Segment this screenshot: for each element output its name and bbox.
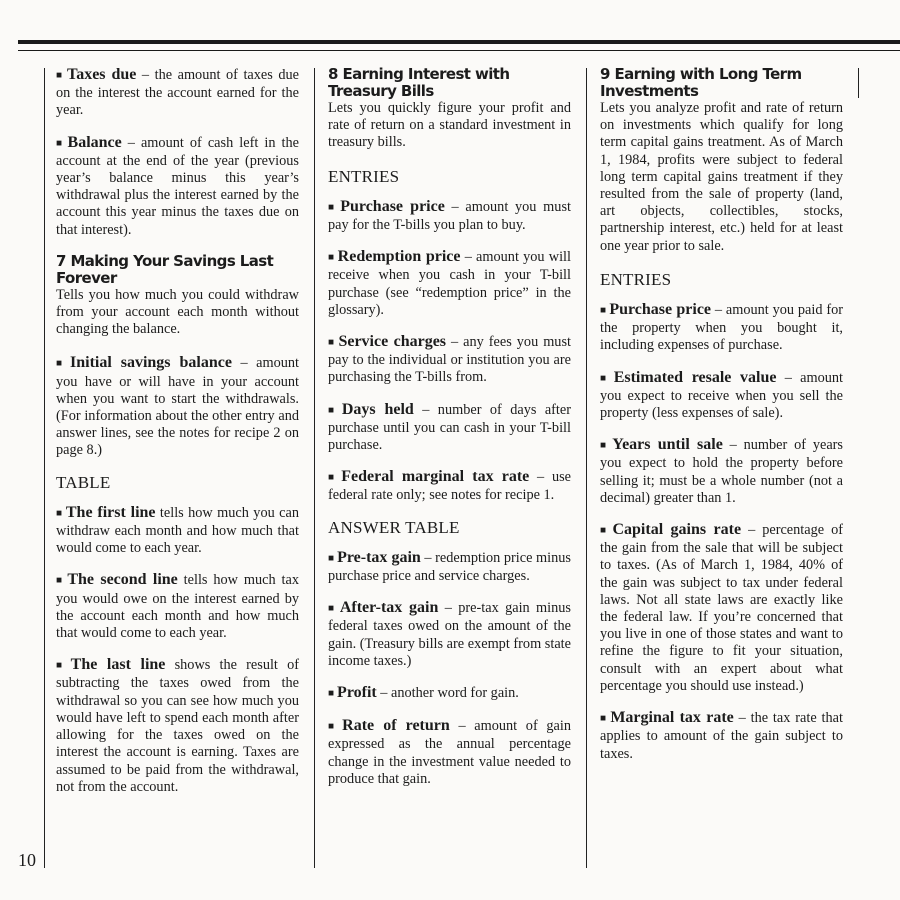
term-first-line: The first line xyxy=(65,503,156,521)
entry-pretax-gain: ■ Pre-tax gain – redemption price minus purchase price and service charges. xyxy=(328,548,571,585)
entry-last-line: ■ The last line shows the result of subtracting the taxes owed from the withdrawal so you can see how much you would have left to spend each month after allowing for the taxes owed on the interest the account is earning. Taxes are assumed to be paid from the withdrawal, not from the account. xyxy=(56,656,299,795)
column-divider-right xyxy=(858,68,859,98)
term-marginal-tax-rate: Marginal tax rate xyxy=(610,709,734,727)
entry-profit: ■ Profit – another word for gain. xyxy=(328,684,519,702)
section-8-title: 8 Earning Interest with Treasury Bills xyxy=(328,65,510,100)
entry-taxes-due: ■ Taxes due – the amount of taxes due on the interest the account earned for the year. xyxy=(56,66,299,119)
entry-second-line: ■ The second line tells how much tax you would owe on the interest earned by the account each month and how much that would come to each year. xyxy=(56,571,299,642)
term-purchase-price: Purchase price xyxy=(340,197,445,215)
column-divider-2 xyxy=(586,68,587,868)
column-divider-1 xyxy=(314,68,315,868)
term-purchase-price-2: Purchase price xyxy=(609,301,712,319)
term-federal-marginal: Federal marginal tax rate xyxy=(341,468,530,486)
term-initial-savings: Initial savings balance xyxy=(70,354,232,372)
column-2 xyxy=(328,66,571,802)
entry-years-until-sale: ■ Years until sale – number of years you expect to hold the property before selling it; must be a whole number (not a decimal) greater than 1. xyxy=(600,436,843,506)
top-rule-thick xyxy=(18,40,900,44)
column-1 xyxy=(56,66,299,810)
top-rule-thin xyxy=(18,50,900,51)
term-pretax-gain: Pre-tax gain xyxy=(337,548,421,566)
section-9-intro: Lets you analyze profit and rate of return on investments which qualify for long term capital gains treatment. As of March 1, 1984, profits were subject to federal long term capital gains treatment if they resulted from the sale of property (land, art objects, collectibles, stocks, partnership interest, etc.) held for at least one year prior to sale. xyxy=(600,100,843,254)
entry-service-charges: ■ Service charges – any fees you must pay to the individual or institution you are purchasing the T-bills from. xyxy=(328,333,571,386)
term-balance: Balance xyxy=(67,133,122,151)
entry-days-held: ■ Days held – number of days after purchase until you can cash in your T-bill purchase. xyxy=(328,400,571,454)
term-capital-gains-rate: Capital gains rate xyxy=(612,521,742,539)
entry-purchase-price: ■ Purchase price – amount you must pay for the T-bills you plan to buy. xyxy=(328,197,571,234)
term-last-line: The last line xyxy=(70,656,166,674)
column-3 xyxy=(600,66,843,777)
entries-heading: ENTRIES xyxy=(328,166,400,186)
entries-heading-2: ENTRIES xyxy=(600,269,672,289)
term-redemption-price: Redemption price xyxy=(337,248,461,266)
entry-initial-savings: ■ Initial savings balance – amount you have or will have in your account when you want to start the withdrawals. (For information about the other entry and answer lines, see the notes for recipe 2 on page 8.) xyxy=(56,354,300,459)
column-divider-left xyxy=(44,68,45,868)
term-second-line: The second line xyxy=(67,571,178,589)
table-heading: TABLE xyxy=(56,472,111,492)
term-profit: Profit xyxy=(337,684,377,702)
entry-capital-gains-rate: ■ Capital gains rate – percentage of the gain from the sale that will be subject to taxes. (As of March 1, 1984, 40% of the gain was subject to tax under federal laws. Not all state laws are exactly like the federal law. If you’re concerned that you live in one of those states and want to refine the figure to fit your situation, consult with an expert about what percentage you should use instead.) xyxy=(600,521,844,694)
entry-resale-value: ■ Estimated resale value – amount you expect to receive when you sell the property (less expenses of sale). xyxy=(600,368,843,422)
term-resale-value: Estimated resale value xyxy=(613,368,777,386)
term-aftertax-gain: After-tax gain xyxy=(339,599,439,617)
answer-table-heading: ANSWER TABLE xyxy=(328,517,460,537)
term-service-charges: Service charges xyxy=(338,333,447,351)
section-8-intro: Lets you quickly figure your profit and rate of return on a standard investment in treasury bills. xyxy=(328,100,571,151)
section-7-intro: Tells you how much you could withdraw from your account each month without changing the balance. xyxy=(56,286,299,338)
term-days-held: Days held xyxy=(341,400,414,418)
entry-marginal-tax-rate: ■ Marginal tax rate – the tax rate that applies to amount of the gain subject to taxes. xyxy=(600,709,843,762)
entry-first-line: ■ The first line tells how much you can withdraw each month and how much that would come to each year. xyxy=(56,503,299,557)
term-taxes-due: Taxes due xyxy=(67,66,137,83)
entry-redemption-price: ■ Redemption price – amount you will receive when you cash in your T-bill purchase (see “redemption price” in the glossary). xyxy=(328,248,572,318)
entry-rate-of-return: ■ Rate of return – amount of gain expressed as the annual percentage change in the investment value needed to produce that gain. xyxy=(328,717,572,787)
entry-federal-marginal: ■ Federal marginal tax rate – use federal rate only; see notes for recipe 1. xyxy=(328,468,572,504)
entry-balance: ■ Balance – amount of cash left in the account at the end of the year (previous year’s balance minus this year’s withdrawal plus the interest earned by the account this year minus the taxes due on that interest). xyxy=(56,133,299,238)
term-years-until-sale: Years until sale xyxy=(612,436,723,454)
section-9-title: 9 Earning with Long Term Investments xyxy=(600,65,802,100)
entry-aftertax-gain: ■ After-tax gain – pre-tax gain minus federal taxes owed on the amount of the gain. (Treasury bills are exempt from state income taxes.) xyxy=(328,599,571,669)
entry-purchase-price-2: ■ Purchase price – amount you paid for the property when you bought it, including expenses of purchase. xyxy=(600,301,843,354)
page-number: 10 xyxy=(18,850,36,870)
term-rate-of-return: Rate of return xyxy=(342,717,450,735)
section-7-title: 7 Making Your Savings Last Forever xyxy=(56,251,274,287)
